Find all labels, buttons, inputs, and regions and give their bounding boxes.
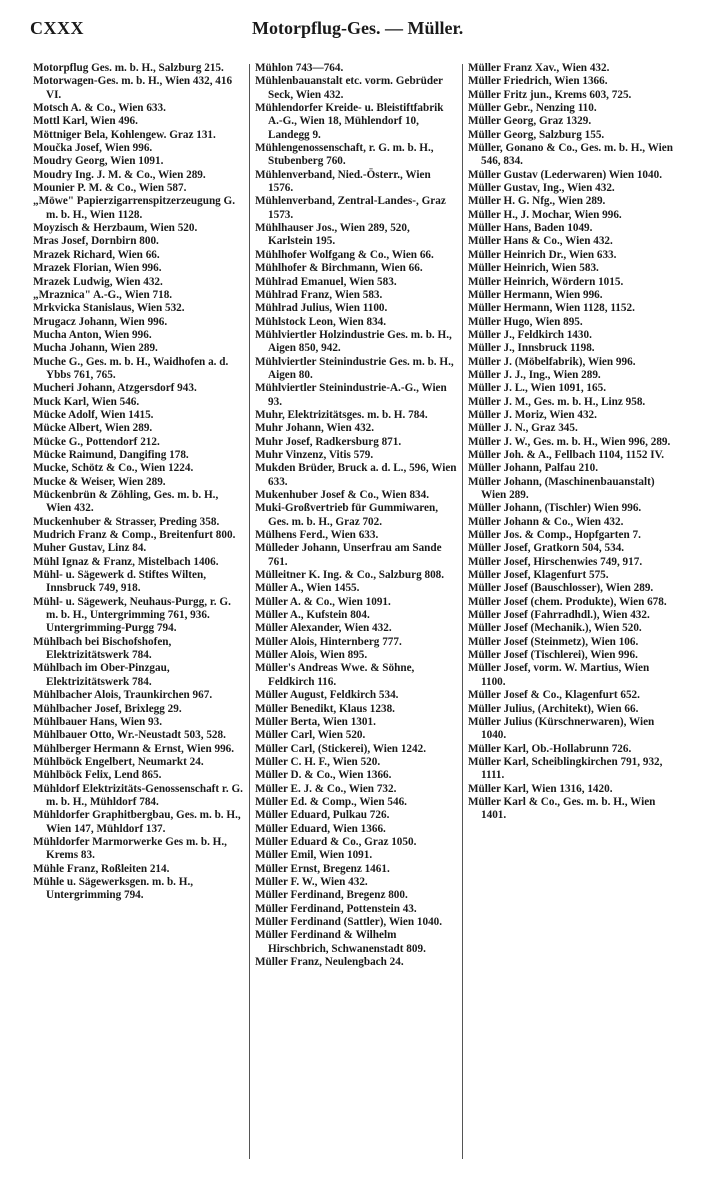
directory-entry: Müller E. J. & Co., Wien 732. xyxy=(255,782,397,795)
directory-entry: Müller Gustav (Lederwaren) Wien 1040. xyxy=(468,168,663,181)
directory-entry: Müller Emil, Wien 1091. xyxy=(255,849,373,862)
page-header xyxy=(30,18,464,44)
directory-entry: Müller August, Feldkirch 534. xyxy=(255,689,399,702)
directory-entry: Müller Gebr., Nenzing 110. xyxy=(468,102,597,115)
directory-entry: Müller Alexander, Wien 432. xyxy=(255,622,392,635)
directory-entry: Müller Alois, Wien 895. xyxy=(255,649,368,662)
directory-entry: Müller Josef, Klagenfurt 575. xyxy=(468,569,609,582)
directory-entry: Mühlviertler Holzindustrie Ges. m. b. H., Aigen 850, 942. xyxy=(255,328,452,355)
directory-entry: Motorwagen-Ges. m. b. H., Wien 432, 416 VI. xyxy=(33,75,233,101)
directory-entry: Mühlenverband, Zentral-Landes-, Graz 1573. xyxy=(255,195,446,221)
directory-entry: Müller Ferdinand & Wilhelm Hirschbrich, Schwanenstadt 809. xyxy=(255,929,426,955)
directory-entry: Müller A. & Co., Wien 1091. xyxy=(255,595,391,608)
directory-entry: Müller Josef (Fahrradhdl.), Wien 432. xyxy=(468,609,650,622)
directory-entry: Müller Julius (Kürschnerwaren), Wien 1040. xyxy=(468,715,655,742)
directory-entry: Moudry Georg, Wien 1091. xyxy=(33,155,164,168)
column-middle xyxy=(255,62,457,969)
directory-entry: Müller Josef (chem. Produkte), Wien 678. xyxy=(468,595,667,608)
directory-entry: „Mraznica" A.-G., Wien 718. xyxy=(33,288,173,301)
directory-entry: Müller Alois, Hinternberg 777. xyxy=(255,635,402,648)
directory-entry: Müller J. J., Ing., Wien 289. xyxy=(468,368,601,381)
directory-entry: Müller Josef, Gratkorn 504, 534. xyxy=(468,542,625,555)
directory-entry: Mühlengenossenschaft, r. G. m. b. H., Stubenberg 760. xyxy=(255,142,434,168)
directory-entry: Müller Ferdinand (Sattler), Wien 1040. xyxy=(255,916,443,928)
directory-entry: Mühlbacher Josef, Brixlegg 29. xyxy=(33,702,182,715)
directory-entry: Müller Jos. & Comp., Hopfgarten 7. xyxy=(468,529,641,542)
directory-entry: Müller Johann, Palfau 210. xyxy=(468,462,599,475)
directory-entry: Mrazek Richard, Wien 66. xyxy=(33,248,160,261)
directory-entry: Müller Carl, (Stickerei), Wien 1242. xyxy=(255,742,427,755)
directory-entry: Müller Johann, (Maschinenbauanstalt) Wien 289. xyxy=(468,475,655,501)
directory-entry: Müller Josef (Bauschlosser), Wien 289. xyxy=(468,582,654,595)
directory-entry: Müller Karl & Co., Ges. m. b. H., Wien 1401. xyxy=(468,795,656,822)
directory-entry: Müller, Gonano & Co., Ges. m. b. H., Wien 546, 834. xyxy=(468,142,673,168)
directory-entry: Muche G., Ges. m. b. H., Waidhofen a. d. Ybbs 761, 765. xyxy=(33,355,229,381)
directory-entry: Mühlhofer Wolfgang & Co., Wien 66. xyxy=(255,248,434,261)
directory-entry: Mras Josef, Dornbirn 800. xyxy=(33,235,159,248)
directory-entry: Muck Karl, Wien 546. xyxy=(33,395,140,408)
directory-entry: Motorpflug Ges. m. b. H., Salzburg 215. xyxy=(33,62,224,74)
directory-entry: Müller A., Wien 1455. xyxy=(255,582,360,595)
directory-entry: Müller F. W., Wien 432. xyxy=(255,875,368,888)
directory-entry: Müller Hermann, Wien 996. xyxy=(468,288,603,301)
directory-entry: Mühl- u. Sägewerk d. Stiftes Wilten, Innsbruck 749, 918. xyxy=(33,569,207,595)
directory-entry: Müller Karl, Scheiblingkirchen 791, 932, 1111. xyxy=(468,755,663,782)
directory-entry: Müller H. G. Nfg., Wien 289. xyxy=(468,195,606,208)
directory-entry: Müller Julius, (Architekt), Wien 66. xyxy=(468,702,639,715)
directory-entry: Müller Eduard, Pulkau 726. xyxy=(255,809,390,822)
directory-entry: Müller Josef (Steinmetz), Wien 106. xyxy=(468,635,639,648)
directory-entry: Müller J. N., Graz 345. xyxy=(468,422,578,435)
directory-entry: Mühlböck Felix, Lend 865. xyxy=(33,769,162,782)
directory-entry: Müller Fritz jun., Krems 603, 725. xyxy=(468,88,632,101)
directory-entry: Müller Karl, Wien 1316, 1420. xyxy=(468,782,613,795)
directory-entry: Mülhens Ferd., Wien 633. xyxy=(255,529,379,542)
directory-entry: Mühlbauer Otto, Wr.-Neustadt 503, 528. xyxy=(33,729,226,742)
directory-entry: Müller Franz Xav., Wien 432. xyxy=(468,62,610,74)
directory-entry: Mrugacz Johann, Wien 996. xyxy=(33,315,168,328)
directory-entry: Muhr Johann, Wien 432. xyxy=(255,422,375,435)
directory-entry: Müller J. W., Ges. m. b. H., Wien 996, 289. xyxy=(468,435,671,448)
directory-entry: Muhr, Elektrizitätsges. m. b. H. 784. xyxy=(255,408,428,421)
directory-entry: Müller Heinrich, Wien 583. xyxy=(468,262,599,275)
directory-entry: Müller Eduard & Co., Graz 1050. xyxy=(255,835,417,848)
directory-entry: Müller J. (Möbelfabrik), Wien 996. xyxy=(468,355,636,368)
directory-entry: Müller Georg, Salzburg 155. xyxy=(468,128,605,141)
directory-entry: Moudry Ing. J. M. & Co., Wien 289. xyxy=(33,168,206,181)
directory-entry: Mühlhauser Jos., Wien 289, 520, Karlstein 195. xyxy=(255,222,410,248)
directory-entry: Müller J. L., Wien 1091, 165. xyxy=(468,382,606,395)
directory-entry: Mühlhofer & Birchmann, Wien 66. xyxy=(255,262,423,275)
directory-entry: Muher Gustav, Linz 84. xyxy=(33,542,147,555)
page-number: CXXX xyxy=(30,18,84,38)
directory-entry: Mühlbacher Alois, Traunkirchen 967. xyxy=(33,689,213,702)
directory-entry: Mühlviertler Steinindustrie-A.-G., Wien 93. xyxy=(255,382,447,408)
directory-entry: Mucheri Johann, Atzgersdorf 943. xyxy=(33,382,197,395)
directory-entry: Moyzisch & Herzbaum, Wien 520. xyxy=(33,222,198,235)
directory-entry: Mühlendorfer Kreide- u. Bleistiftfabrik A.-G., Wien 18, Mühlendorf 10, Landegg 9. xyxy=(255,102,444,141)
directory-entry: Muhr Josef, Radkersburg 871. xyxy=(255,435,402,448)
directory-entry: Mrazek Ludwig, Wien 432. xyxy=(33,275,163,288)
directory-entry: Mounier P. M. & Co., Wien 587. xyxy=(33,182,187,195)
directory-entry: Mühl Ignaz & Franz, Mistelbach 1406. xyxy=(33,555,219,568)
directory-entry: Müller Josef, vorm. W. Martius, Wien 1100. xyxy=(468,662,650,688)
page-title: Motorpflug-Ges. — Müller. xyxy=(252,18,464,38)
directory-entry: Muckenhuber & Strasser, Preding 358. xyxy=(33,515,220,528)
directory-entry: Mrkvicka Stanislaus, Wien 532. xyxy=(33,302,185,315)
directory-entry: Mühlberger Hermann & Ernst, Wien 996. xyxy=(33,742,235,755)
directory-entry: Mühlviertler Steinindustrie Ges. m. b. H., Aigen 80. xyxy=(255,355,454,381)
directory-entry: Mucha Johann, Wien 289. xyxy=(33,342,158,355)
directory-entry: Müller J., Feldkirch 1430. xyxy=(468,328,592,341)
directory-entry: Mühlbach im Ober-Pinzgau, Elektrizitätswerk 784. xyxy=(33,662,170,688)
directory-entry: Müller A., Kufstein 804. xyxy=(255,609,370,622)
directory-entry: Mücke G., Pottendorf 212. xyxy=(33,435,160,448)
directory-entry: Müller Ferdinand, Pottenstein 43. xyxy=(255,902,417,915)
directory-entry: Müller H., J. Mochar, Wien 996. xyxy=(468,208,622,221)
directory-entry: Müller Josef (Tischlerei), Wien 996. xyxy=(468,649,638,662)
directory-entry: Müller Eduard, Wien 1366. xyxy=(255,822,386,835)
directory-entry: „Möwe" Papierzigarrenspitzerzeugung G. m. b. H., Wien 1128. xyxy=(33,195,236,221)
directory-entry: Müller Johann & Co., Wien 432. xyxy=(468,515,624,528)
directory-entry: Müller Josef, Hirschenwies 749, 917. xyxy=(468,555,643,568)
directory-entry: Müller Hans, Baden 1049. xyxy=(468,222,593,235)
directory-entry: Mühldorfer Marmorwerke Ges m. b. H., Krems 83. xyxy=(33,835,227,862)
directory-entry: Müller Heinrich, Wördern 1015. xyxy=(468,275,624,288)
directory-entry: Mücke Albert, Wien 289. xyxy=(33,422,153,435)
directory-entry: Mückenbrün & Zöhling, Ges. m. b. H., Wien 432. xyxy=(33,489,219,515)
directory-entry: Mülleitner K. Ing. & Co., Salzburg 808. xyxy=(255,569,445,582)
directory-entry: Müller Ernst, Bregenz 1461. xyxy=(255,862,390,875)
directory-entry: Müller's Andreas Wwe. & Söhne, Feldkirch 116. xyxy=(255,662,415,688)
directory-entry: Mucha Anton, Wien 996. xyxy=(33,328,152,341)
directory-entry: Müller Georg, Graz 1329. xyxy=(468,115,592,128)
directory-entry: Mühlenbauanstalt etc. vorm. Gebrüder Seck, Wien 432. xyxy=(255,75,443,101)
directory-entry: Müller Friedrich, Wien 1366. xyxy=(468,75,608,88)
directory-entry: Müller Franz, Neulengbach 24. xyxy=(255,956,404,969)
directory-entry: Mühlstock Leon, Wien 834. xyxy=(255,315,387,328)
directory-entry: Mühlenverband, Nied.-Österr., Wien 1576. xyxy=(255,168,431,195)
directory-entry: Müller Ferdinand, Bregenz 800. xyxy=(255,889,408,902)
directory-entry: Mottl Karl, Wien 496. xyxy=(33,115,138,128)
directory-entry: Müller D. & Co., Wien 1366. xyxy=(255,769,392,782)
column-divider xyxy=(462,64,463,1159)
directory-entry: Mühlon 743—764. xyxy=(255,62,344,74)
directory-entry: Müller J. M., Ges. m. b. H., Linz 958. xyxy=(468,395,646,408)
directory-entry: Müller Joh. & A., Fellbach 1104, 1152 IV. xyxy=(468,448,665,461)
directory-entry: Mülleder Johann, Unserfrau am Sande 761. xyxy=(255,542,442,568)
directory-entry: Mudrich Franz & Comp., Breitenfurt 800. xyxy=(33,529,236,542)
directory-entry: Mühl- u. Sägewerk, Neuhaus-Purgg, r. G. m. b. H., Untergrimming 761, 936. Untergrimming-Purgg 794. xyxy=(33,595,231,635)
directory-entry: Mühle Franz, Roßleiten 214. xyxy=(33,862,170,875)
directory-entry: Müller Heinrich Dr., Wien 633. xyxy=(468,248,617,261)
directory-entry: Mühlbauer Hans, Wien 93. xyxy=(33,715,162,728)
directory-entry: Müller C. H. F., Wien 520. xyxy=(255,755,381,768)
directory-entry: Müller J., Innsbruck 1198. xyxy=(468,342,595,355)
directory-entry: Mühlrad Emanuel, Wien 583. xyxy=(255,275,397,288)
directory-entry: Mücke Adolf, Wien 1415. xyxy=(33,408,154,421)
directory-entry: Müller Josef & Co., Klagenfurt 652. xyxy=(468,689,640,702)
directory-entry: Mühldorfer Graphitbergbau, Ges. m. b. H., Wien 147, Mühldorf 137. xyxy=(33,809,241,835)
directory-entry: Müller Gustav, Ing., Wien 432. xyxy=(468,182,615,195)
directory-entry: Mukden Brüder, Bruck a. d. L., 596, Wien 633. xyxy=(255,462,457,488)
directory-entry: Muki-Großvertrieb für Gummiwaren, Ges. m. b. H., Graz 702. xyxy=(255,502,439,528)
directory-entry: Mücke Raimund, Dangifing 178. xyxy=(33,448,189,461)
directory-entry: Müller Berta, Wien 1301. xyxy=(255,715,376,728)
directory-entry: Mühlböck Engelbert, Neumarkt 24. xyxy=(33,755,204,768)
column-divider xyxy=(249,64,250,1159)
directory-entry: Müller Hans & Co., Wien 432. xyxy=(468,235,613,248)
directory-entry: Müller Hermann, Wien 1128, 1152. xyxy=(468,302,635,315)
directory-entry: Mühlbach bei Bischofshofen, Elektrizitätswerk 784. xyxy=(33,635,172,662)
directory-entry: Müller Benedikt, Klaus 1238. xyxy=(255,702,395,715)
directory-entry: Mucke & Weiser, Wien 289. xyxy=(33,475,166,488)
directory-entry: Müller J. Moriz, Wien 432. xyxy=(468,408,597,421)
directory-entry: Möttniger Bela, Kohlengew. Graz 131. xyxy=(33,128,216,141)
directory-entry: Müller Hugo, Wien 895. xyxy=(468,315,583,328)
directory-entry: Mucke, Schötz & Co., Wien 1224. xyxy=(33,462,194,475)
directory-entry: Müller Josef (Mechanik.), Wien 520. xyxy=(468,622,642,635)
directory-entry: Müller Karl, Ob.-Hollabrunn 726. xyxy=(468,742,632,755)
directory-entry: Mühlrad Julius, Wien 1100. xyxy=(255,302,388,315)
directory-entry: Müller Ed. & Comp., Wien 546. xyxy=(255,795,407,808)
directory-entry: Müller Carl, Wien 520. xyxy=(255,729,366,742)
directory-entry: Mrazek Florian, Wien 996. xyxy=(33,262,162,275)
column-right xyxy=(468,62,674,823)
directory-entry: Mukenhuber Josef & Co., Wien 834. xyxy=(255,489,430,501)
directory-entry: Muhr Vinzenz, Vitis 579. xyxy=(255,448,374,461)
directory-entry: Motsch A. & Co., Wien 633. xyxy=(33,102,166,115)
directory-entry: Mühlrad Franz, Wien 583. xyxy=(255,288,383,301)
directory-entry: Mühldorf Elektrizitäts-Genossenschaft r. G. m. b. H., Mühldorf 784. xyxy=(33,782,243,808)
column-left xyxy=(33,62,245,903)
directory-entry: Mühle u. Sägewerksgen. m. b. H., Untergrimming 794. xyxy=(33,875,194,902)
directory-entry: Moučka Josef, Wien 996. xyxy=(33,142,153,155)
directory-entry: Müller Johann, (Tischler) Wien 996. xyxy=(468,502,642,515)
